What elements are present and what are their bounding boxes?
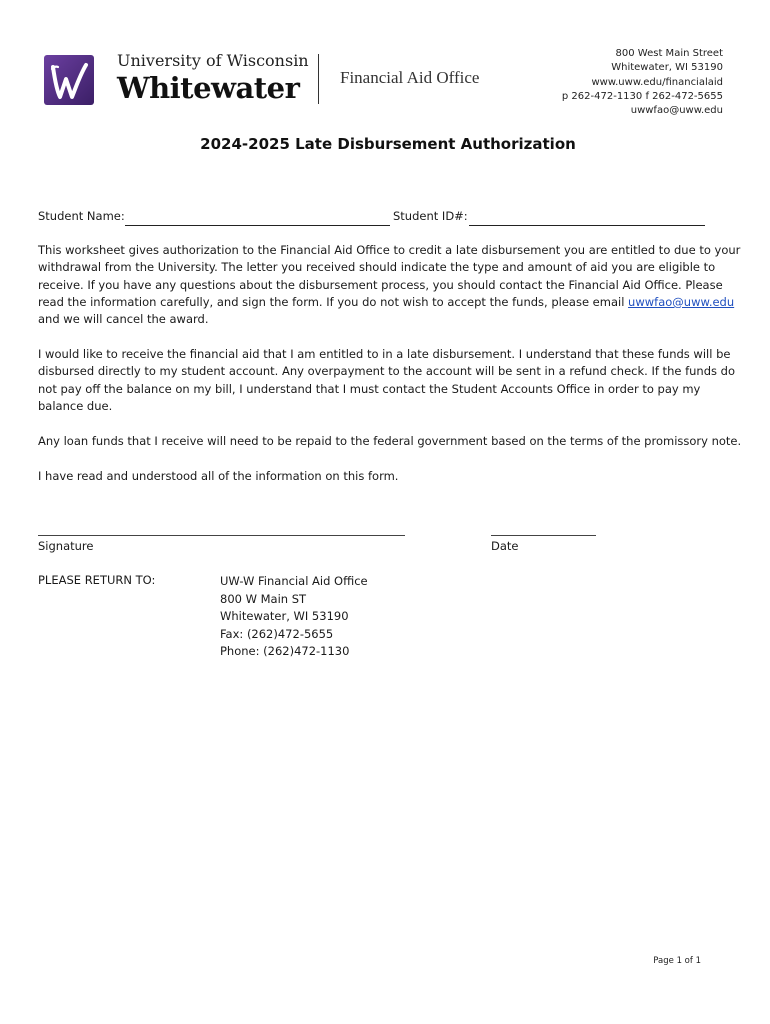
return-address [220,573,368,661]
return-phone: Phone: (262)472-1130 [220,644,350,658]
student-id-field[interactable] [469,225,705,226]
page-number: Page 1 of 1 [653,956,701,966]
date-field[interactable] [491,535,596,536]
office-name: Financial Aid Office [340,68,480,87]
university-name-line2: Whitewater [117,71,300,105]
return-fax: Fax: (262)472-5655 [220,626,334,641]
paragraph-acknowledgement-text: I have read and understood all of the information on this form. [38,469,399,483]
uw-whitewater-w-icon [44,55,94,105]
paragraph-agreement [38,346,744,415]
return-label: PLEASE RETURN TO: [38,573,156,587]
paragraph-agreement-text: I would like to receive the financial aid that I am entitled to in a late disbursement. I understand that these funds will be disbursed directly to my student account. Any overpayment to the account will be sent in a refund check. If the funds do not pay off the balance on my bill, I understand that I must contact the Student Accounts Office in order to pay my balance due. [38,347,735,413]
form-title: 2024-2025 Late Disbursement Authorization [200,135,576,153]
address-phone-fax: p 262-472-1130 f 262-472-5655 [561,90,723,102]
paragraph-intro-text: This worksheet gives authorization to the Financial Aid Office to credit a late disbursement you are entitled to due to your withdrawal from the University. The letter you received should indicate the type and amount of aid you are eligible to receive. If you have any questions about the disbursement process, you should contact the Financial Aid Office. Please read the information carefully, and sign the form. If you do not wish to accept the funds, please email [38,243,741,309]
signature-label: Signature [38,539,94,553]
return-city: Whitewater, WI 53190 [220,609,349,623]
header-divider [318,54,319,104]
paragraph-loans [38,433,744,450]
university-name-line1: University of Wisconsin [117,51,309,70]
paragraph-intro [38,242,744,328]
address-website[interactable]: www.uww.edu/financialaid [591,76,723,88]
student-id-label: Student ID#: [393,209,468,223]
student-name-label: Student Name: [38,209,125,223]
address-street: 800 West Main Street [615,48,723,59]
signature-field[interactable] [38,535,405,536]
address-city: Whitewater, WI 53190 [611,62,723,74]
date-label: Date [491,539,519,553]
student-name-field[interactable] [125,225,390,226]
email-link[interactable]: uwwfao@uww.edu [628,294,735,309]
paragraph-loans-text: Any loan funds that I receive will need to be repaid to the federal government based on the terms of the promissory note. [38,434,742,448]
return-street: 800 W Main ST [220,591,307,606]
address-email[interactable]: uwwfao@uww.edu [630,105,723,117]
office-address-block [562,47,723,118]
paragraph-intro-tail: and we will cancel the award. [38,312,209,327]
paragraph-acknowledgement [38,468,744,485]
return-office: UW-W Financial Aid Office [220,574,368,588]
